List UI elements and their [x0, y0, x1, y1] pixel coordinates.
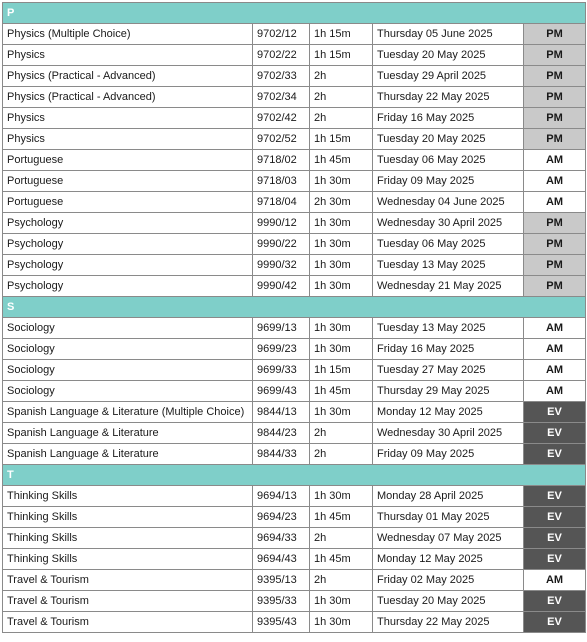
subject-cell: Travel & Tourism [3, 570, 253, 591]
section-header-p [3, 3, 586, 24]
session-cell: AM [524, 381, 586, 402]
duration-cell: 1h 30m [310, 171, 373, 192]
component-cell: 9718/03 [253, 171, 310, 192]
session-cell: EV [524, 591, 586, 612]
subject-cell: Physics [3, 45, 253, 66]
table-row [3, 66, 586, 87]
component-cell: 9395/43 [253, 612, 310, 633]
table-row [3, 150, 586, 171]
date-cell: Monday 12 May 2025 [373, 402, 524, 423]
duration-cell: 1h 30m [310, 213, 373, 234]
duration-cell: 1h 30m [310, 234, 373, 255]
date-cell: Friday 09 May 2025 [373, 171, 524, 192]
table-row [3, 318, 586, 339]
duration-cell: 1h 30m [310, 255, 373, 276]
duration-cell: 1h 15m [310, 24, 373, 45]
component-cell: 9702/33 [253, 66, 310, 87]
session-cell: EV [524, 486, 586, 507]
session-cell: PM [524, 276, 586, 297]
component-cell: 9702/34 [253, 87, 310, 108]
session-cell: AM [524, 318, 586, 339]
duration-cell: 1h 45m [310, 507, 373, 528]
component-cell: 9694/13 [253, 486, 310, 507]
date-cell: Tuesday 06 May 2025 [373, 150, 524, 171]
subject-cell: Physics [3, 129, 253, 150]
date-cell: Tuesday 29 April 2025 [373, 66, 524, 87]
subject-cell: Thinking Skills [3, 528, 253, 549]
component-cell: 9718/04 [253, 192, 310, 213]
subject-cell: Spanish Language & Literature [3, 423, 253, 444]
duration-cell: 2h [310, 87, 373, 108]
subject-cell: Portuguese [3, 171, 253, 192]
date-cell: Thursday 29 May 2025 [373, 381, 524, 402]
subject-cell: Portuguese [3, 150, 253, 171]
duration-cell: 2h [310, 66, 373, 87]
component-cell: 9990/32 [253, 255, 310, 276]
component-cell: 9699/43 [253, 381, 310, 402]
subject-cell: Sociology [3, 339, 253, 360]
section-header-t [3, 465, 586, 486]
session-cell: EV [524, 528, 586, 549]
date-cell: Wednesday 07 May 2025 [373, 528, 524, 549]
date-cell: Thursday 05 June 2025 [373, 24, 524, 45]
table-row [3, 486, 586, 507]
session-cell: PM [524, 66, 586, 87]
table-row [3, 234, 586, 255]
date-cell: Monday 12 May 2025 [373, 549, 524, 570]
duration-cell: 2h [310, 528, 373, 549]
date-cell: Tuesday 20 May 2025 [373, 45, 524, 66]
subject-cell: Sociology [3, 318, 253, 339]
exam-timetable [2, 2, 586, 633]
session-cell: PM [524, 87, 586, 108]
table-row [3, 444, 586, 465]
subject-cell: Spanish Language & Literature [3, 444, 253, 465]
component-cell: 9395/33 [253, 591, 310, 612]
duration-cell: 1h 15m [310, 45, 373, 66]
session-cell: EV [524, 423, 586, 444]
table-row [3, 507, 586, 528]
table-row [3, 276, 586, 297]
date-cell: Thursday 22 May 2025 [373, 87, 524, 108]
session-cell: PM [524, 234, 586, 255]
date-cell: Friday 16 May 2025 [373, 339, 524, 360]
table-row [3, 192, 586, 213]
session-cell: AM [524, 150, 586, 171]
component-cell: 9990/42 [253, 276, 310, 297]
date-cell: Wednesday 21 May 2025 [373, 276, 524, 297]
table-row [3, 549, 586, 570]
date-cell: Thursday 22 May 2025 [373, 612, 524, 633]
date-cell: Friday 02 May 2025 [373, 570, 524, 591]
date-cell: Tuesday 06 May 2025 [373, 234, 524, 255]
table-row [3, 423, 586, 444]
duration-cell: 1h 30m [310, 276, 373, 297]
date-cell: Thursday 01 May 2025 [373, 507, 524, 528]
duration-cell: 1h 15m [310, 360, 373, 381]
subject-cell: Psychology [3, 255, 253, 276]
date-cell: Friday 09 May 2025 [373, 444, 524, 465]
table-row [3, 339, 586, 360]
duration-cell: 1h 45m [310, 150, 373, 171]
duration-cell: 1h 30m [310, 486, 373, 507]
session-cell: AM [524, 339, 586, 360]
section-letter: T [3, 465, 586, 486]
table-row [3, 381, 586, 402]
duration-cell: 1h 30m [310, 318, 373, 339]
subject-cell: Sociology [3, 360, 253, 381]
subject-cell: Spanish Language & Literature (Multiple Choice) [3, 402, 253, 423]
subject-cell: Psychology [3, 234, 253, 255]
table-row [3, 528, 586, 549]
section-letter: S [3, 297, 586, 318]
duration-cell: 2h [310, 444, 373, 465]
component-cell: 9699/33 [253, 360, 310, 381]
component-cell: 9718/02 [253, 150, 310, 171]
subject-cell: Portuguese [3, 192, 253, 213]
session-cell: EV [524, 612, 586, 633]
subject-cell: Physics [3, 108, 253, 129]
duration-cell: 1h 45m [310, 549, 373, 570]
subject-cell: Psychology [3, 276, 253, 297]
session-cell: EV [524, 444, 586, 465]
subject-cell: Physics (Multiple Choice) [3, 24, 253, 45]
component-cell: 9990/12 [253, 213, 310, 234]
date-cell: Friday 16 May 2025 [373, 108, 524, 129]
date-cell: Monday 28 April 2025 [373, 486, 524, 507]
session-cell: EV [524, 549, 586, 570]
session-cell: PM [524, 24, 586, 45]
component-cell: 9844/23 [253, 423, 310, 444]
table-row [3, 591, 586, 612]
session-cell: PM [524, 129, 586, 150]
table-row [3, 108, 586, 129]
component-cell: 9844/13 [253, 402, 310, 423]
subject-cell: Physics (Practical - Advanced) [3, 66, 253, 87]
component-cell: 9699/13 [253, 318, 310, 339]
table-row [3, 129, 586, 150]
table-row [3, 402, 586, 423]
component-cell: 9694/33 [253, 528, 310, 549]
section-header-s [3, 297, 586, 318]
component-cell: 9702/52 [253, 129, 310, 150]
session-cell: AM [524, 360, 586, 381]
duration-cell: 1h 30m [310, 591, 373, 612]
duration-cell: 1h 15m [310, 129, 373, 150]
component-cell: 9702/42 [253, 108, 310, 129]
duration-cell: 1h 30m [310, 612, 373, 633]
date-cell: Tuesday 20 May 2025 [373, 591, 524, 612]
table-row [3, 360, 586, 381]
session-cell: EV [524, 507, 586, 528]
session-cell: AM [524, 570, 586, 591]
component-cell: 9699/23 [253, 339, 310, 360]
component-cell: 9694/43 [253, 549, 310, 570]
duration-cell: 2h [310, 570, 373, 591]
subject-cell: Psychology [3, 213, 253, 234]
component-cell: 9702/22 [253, 45, 310, 66]
date-cell: Wednesday 30 April 2025 [373, 423, 524, 444]
date-cell: Tuesday 20 May 2025 [373, 129, 524, 150]
duration-cell: 2h 30m [310, 192, 373, 213]
duration-cell: 2h [310, 423, 373, 444]
subject-cell: Travel & Tourism [3, 612, 253, 633]
session-cell: PM [524, 45, 586, 66]
date-cell: Tuesday 27 May 2025 [373, 360, 524, 381]
table-row [3, 87, 586, 108]
subject-cell: Travel & Tourism [3, 591, 253, 612]
table-row [3, 612, 586, 633]
table-row [3, 255, 586, 276]
date-cell: Wednesday 30 April 2025 [373, 213, 524, 234]
duration-cell: 1h 45m [310, 381, 373, 402]
section-letter: P [3, 3, 586, 24]
subject-cell: Physics (Practical - Advanced) [3, 87, 253, 108]
component-cell: 9694/23 [253, 507, 310, 528]
table-row [3, 213, 586, 234]
subject-cell: Sociology [3, 381, 253, 402]
date-cell: Tuesday 13 May 2025 [373, 318, 524, 339]
component-cell: 9395/13 [253, 570, 310, 591]
component-cell: 9702/12 [253, 24, 310, 45]
subject-cell: Thinking Skills [3, 507, 253, 528]
session-cell: PM [524, 255, 586, 276]
subject-cell: Thinking Skills [3, 486, 253, 507]
session-cell: AM [524, 192, 586, 213]
table-row [3, 24, 586, 45]
session-cell: AM [524, 171, 586, 192]
session-cell: PM [524, 213, 586, 234]
component-cell: 9844/33 [253, 444, 310, 465]
duration-cell: 2h [310, 108, 373, 129]
duration-cell: 1h 30m [310, 339, 373, 360]
subject-cell: Thinking Skills [3, 549, 253, 570]
table-row [3, 171, 586, 192]
table-row [3, 45, 586, 66]
timetable-body [3, 3, 586, 633]
session-cell: PM [524, 108, 586, 129]
component-cell: 9990/22 [253, 234, 310, 255]
date-cell: Wednesday 04 June 2025 [373, 192, 524, 213]
duration-cell: 1h 30m [310, 402, 373, 423]
date-cell: Tuesday 13 May 2025 [373, 255, 524, 276]
table-row [3, 570, 586, 591]
session-cell: EV [524, 402, 586, 423]
